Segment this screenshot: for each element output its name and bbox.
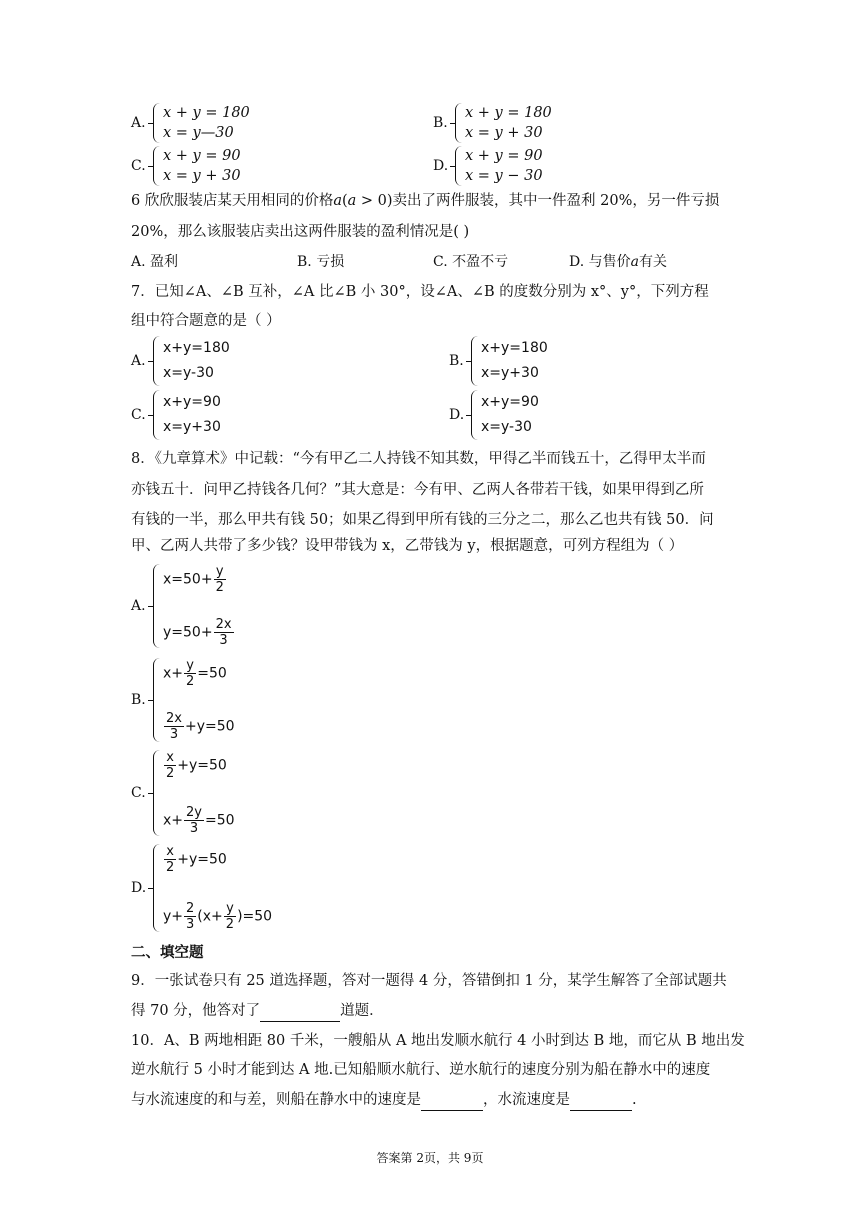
q9-text-line-2	[131, 1001, 731, 1022]
equation: x + y = 180	[163, 105, 250, 121]
denominator: 3	[189, 821, 199, 836]
brace	[153, 146, 160, 186]
option-label: B.	[449, 353, 464, 369]
brace	[455, 146, 462, 186]
option-label: D.	[131, 880, 147, 896]
q5-option-b	[433, 103, 552, 143]
fraction	[164, 844, 176, 875]
equation	[163, 658, 235, 689]
numerator: 2	[186, 901, 195, 916]
equation: x + y = 90	[163, 148, 241, 164]
equation	[163, 844, 272, 875]
equation-text: x=50+	[163, 571, 213, 588]
brace	[153, 658, 160, 742]
option-label: A.	[131, 353, 146, 369]
equation	[163, 901, 272, 932]
q5-option-c	[131, 146, 241, 186]
q6-option-c: C. 不盈不亏	[433, 254, 509, 270]
brace	[153, 750, 160, 836]
equation	[163, 750, 235, 781]
q8-text-line-3: 有钱的一半，那么甲共有钱 50；如果乙得到甲所有钱的三分之二，那么乙也共有钱 50．问	[131, 512, 714, 528]
equation: x+y=180	[481, 340, 548, 356]
equation	[163, 711, 235, 742]
numerator: y	[226, 901, 234, 916]
option-label: C.	[131, 785, 146, 801]
fraction	[164, 711, 184, 742]
q9-text-line-1: 9．一张试卷只有 25 道选择题，答对一题得 4 分，答错倒扣 1 分，某学生解答了全部试题共	[131, 973, 727, 989]
q6-option-d: D. 与售价𝑎有关	[569, 254, 667, 270]
q9-text: 得 70 分，他答对了	[131, 1003, 261, 1019]
equation-text: +y=50	[177, 757, 227, 774]
brace	[153, 564, 160, 648]
option-label: D.	[449, 407, 465, 423]
q6-text-line-1: 6 欣欣服装店某天用相同的价格𝑎(𝑎 > 0)卖出了两件服装，其中一件盈利 20%，另一件亏损	[131, 193, 720, 209]
q5-option-a	[131, 103, 250, 143]
q10-text: .	[632, 1092, 637, 1108]
denominator: 3	[219, 633, 228, 648]
q10-text: ，水流速度是	[483, 1092, 570, 1108]
q10-text-line-3	[131, 1090, 731, 1111]
equation: x + y = 90	[465, 148, 543, 164]
equation	[163, 805, 235, 836]
equation-text: =50	[204, 812, 235, 829]
answer-blank[interactable]	[570, 1090, 632, 1111]
denominator: 3	[186, 917, 195, 932]
section-heading: 二、填空题	[131, 945, 204, 961]
brace	[471, 390, 478, 440]
q8-option-b	[131, 658, 235, 742]
option-label: C.	[131, 158, 146, 174]
denominator: 2	[225, 917, 235, 932]
brace	[153, 336, 160, 386]
fraction	[214, 564, 226, 595]
q8-option-d	[131, 844, 272, 932]
page-footer: 答案第 2页，共 9页	[376, 1151, 484, 1165]
fraction	[184, 805, 204, 836]
q10-text-line-1: 10．A、B 两地相距 80 千米，一艘船从 A 地出发顺水航行 4 小时到达 B 地，而它从 B 地出发	[131, 1033, 745, 1049]
q8-text-line-4: 甲、乙两人共带了多少钱？设甲带钱为 x，乙带钱为 y，根据题意，可列方程组为（ ）	[131, 538, 684, 554]
numerator: 2y	[186, 805, 202, 820]
numerator: 2x	[166, 711, 182, 726]
equation	[163, 617, 235, 648]
equation-text: x+	[163, 812, 184, 829]
equation-text: +y=50	[177, 851, 227, 868]
q6-option-b: B. 亏损	[297, 254, 345, 270]
equation-text: )=50	[237, 908, 273, 925]
option-label: A.	[131, 115, 146, 131]
brace	[153, 390, 160, 440]
q7-text-line-1: 7．已知∠A、∠B 互补，∠A 比∠B 小 30°，设∠A、∠B 的度数分别为 x°、y°，下列方程	[131, 284, 709, 300]
equation-text: y+	[163, 908, 184, 925]
numerator: x	[166, 750, 174, 765]
numerator: x	[166, 844, 174, 859]
fraction	[184, 901, 196, 932]
q8-option-a	[131, 564, 235, 648]
equation-text: y=50+	[163, 624, 213, 641]
equation: x=y-30	[481, 419, 532, 435]
equation-text: x+	[163, 665, 184, 682]
q10-text: 与水流速度的和与差，则船在静水中的速度是	[131, 1092, 421, 1108]
q6-text-line-2: 20%，那么该服装店卖出这两件服装的盈利情况是( )	[131, 224, 470, 240]
fraction	[184, 658, 196, 689]
numerator: y	[215, 564, 224, 579]
answer-blank[interactable]	[260, 1001, 340, 1022]
denominator: 2	[166, 860, 175, 875]
brace	[471, 336, 478, 386]
equation: x=y-30	[163, 365, 214, 381]
q7-option-c	[131, 390, 221, 440]
equation: x = y − 30	[465, 168, 543, 184]
option-label: A.	[131, 598, 146, 614]
fraction	[224, 901, 236, 932]
equation: x=y+30	[481, 365, 539, 381]
equation: x = y + 30	[163, 168, 241, 184]
equation-text: =50	[197, 665, 227, 682]
q8-option-c	[131, 750, 235, 836]
equation-text: +y=50	[184, 718, 235, 735]
equation: x + y = 180	[465, 105, 552, 121]
equation	[163, 564, 235, 595]
equation-text: (x+	[197, 908, 223, 925]
equation: x = y—30	[163, 125, 234, 141]
denominator: 2	[186, 674, 195, 689]
option-label: B.	[131, 692, 146, 708]
q9-text: 道题．	[340, 1003, 384, 1019]
q5-option-d	[433, 146, 543, 186]
fraction	[164, 750, 176, 781]
equation: x+y=90	[481, 394, 539, 410]
brace	[455, 103, 462, 143]
brace	[153, 103, 160, 143]
denominator: 2	[166, 766, 175, 781]
q7-option-a	[131, 336, 230, 386]
numerator: 2x	[215, 617, 232, 632]
denominator: 2	[215, 580, 224, 595]
q7-option-d	[449, 390, 539, 440]
equation: x = y + 30	[465, 125, 543, 141]
q8-text-line-1: 8．《九章算术》中记载：“今有甲乙二人持钱不知其数，甲得乙半而钱五十，乙得甲太半而	[131, 451, 706, 467]
equation: x=y+30	[163, 419, 221, 435]
q6-option-a: A. 盈利	[131, 254, 179, 270]
equation: x+y=180	[163, 340, 230, 356]
q8-text-line-2: 亦钱五十．问甲乙持钱各几何？”其大意是：今有甲、乙两人各带若干钱，如果甲得到乙所	[131, 482, 704, 498]
q7-text-line-2: 组中符合题意的是（ ）	[131, 313, 281, 329]
q7-option-b	[449, 336, 548, 386]
equation: x+y=90	[163, 394, 221, 410]
option-label: B.	[433, 115, 448, 131]
q10-text-line-2: 逆水航行 5 小时才能到达 A 地.已知船顺水航行、逆水航行的速度分别为船在静水中的速度	[131, 1062, 711, 1078]
option-label: D.	[433, 158, 449, 174]
brace	[153, 844, 160, 932]
answer-blank[interactable]	[421, 1090, 483, 1111]
fraction	[214, 617, 234, 648]
numerator: y	[186, 658, 194, 673]
denominator: 3	[169, 727, 179, 742]
option-label: C.	[131, 407, 146, 423]
